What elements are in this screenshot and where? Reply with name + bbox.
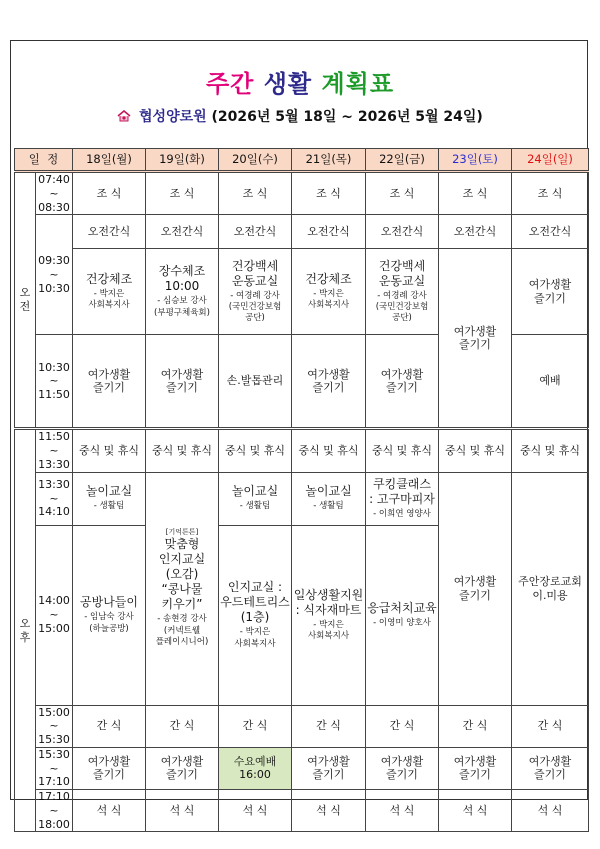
- cell-leisure: 여가생활 즐기기: [73, 335, 146, 429]
- cell-dinner: 석 식: [512, 790, 589, 832]
- title-word-3: 계획표: [321, 70, 395, 98]
- cell-dinner: 석 식: [146, 790, 219, 832]
- program-title: 놀이교실: [85, 484, 133, 499]
- day-tue: 19일(화): [146, 149, 219, 172]
- time-cell: 11:50 ~ 13:30: [36, 429, 73, 472]
- program-note: - 송현경 강사 (커넥트웰 플레이시니어): [155, 614, 209, 648]
- cell-am-snack: 오전간식: [292, 215, 366, 249]
- cell-dinner: 석 식: [219, 790, 292, 832]
- time-cell: 10:30 ~ 11:50: [36, 335, 73, 429]
- cell-leisure: 여가생활 즐기기: [73, 747, 146, 789]
- cell-breakfast: 조 식: [292, 172, 366, 215]
- program-title: 인지교실 : 우드테트리스 (1층): [220, 580, 290, 625]
- cell-lunch: 중식 및 휴식: [146, 429, 219, 472]
- program-note: - 박지은 사회복지사: [88, 288, 130, 311]
- cell-pm-snack: 간 식: [366, 705, 439, 747]
- date-range: (2026년 5월 18일 ~ 2026년 5월 24일): [211, 109, 483, 125]
- cell-mon-pm1: [73, 472, 146, 525]
- time-cell: 13:30 ~ 14:10: [36, 472, 73, 525]
- program-tag: [기억튼튼]: [165, 528, 199, 537]
- row-pm-snack: [15, 705, 589, 747]
- cell-pm-snack: 간 식: [219, 705, 292, 747]
- program-note: - 생활팀: [313, 501, 344, 512]
- cell-mon-pm2: [73, 525, 146, 705]
- cell-leisure: 여가생활 즐기기: [512, 747, 589, 789]
- cell-sat-am: 여가생활 즐기기: [439, 249, 512, 429]
- cell-dinner: 석 식: [73, 790, 146, 832]
- cell-sun-am: 여가생활 즐기기: [512, 249, 589, 335]
- cell-dinner: 석 식: [292, 790, 366, 832]
- cell-breakfast: 조 식: [512, 172, 589, 215]
- program-title: 건강체조: [85, 271, 133, 286]
- program-note: - 임남숙 강사 (하늘공방): [84, 612, 134, 634]
- row-lunch: [15, 429, 589, 472]
- cell-sun-late: 예배: [512, 335, 589, 429]
- cell-breakfast: 조 식: [146, 172, 219, 215]
- cell-pm-snack: 간 식: [292, 705, 366, 747]
- cell-leisure: 여가생활 즐기기: [146, 335, 219, 429]
- cell-wed-pm1: [219, 472, 292, 525]
- cell-lunch: 중식 및 휴식: [439, 429, 512, 472]
- cell-am-snack: 오전간식: [219, 215, 292, 249]
- row-pm-1: [15, 472, 589, 525]
- time-cell: 15:30 ~ 17:10: [36, 747, 73, 789]
- row-am-program: [15, 249, 589, 335]
- part-afternoon: 오 후: [15, 429, 36, 832]
- cell-am-snack: 오전간식: [366, 215, 439, 249]
- title-word-1: 주간: [205, 70, 255, 98]
- day-mon: 18일(월): [73, 149, 146, 172]
- cell-leisure: 여가생활 즐기기: [366, 335, 439, 429]
- cell-dinner: 석 식: [439, 790, 512, 832]
- row-dinner: [15, 790, 589, 832]
- cell-lunch: 중식 및 휴식: [366, 429, 439, 472]
- program-note: - 박지은 사회복지사: [234, 627, 276, 649]
- program-title: 맞춤형 인지교실 (오감) “콩나물 키우기”: [158, 537, 206, 612]
- program-title: 일상생활지원 : 식자재마트: [293, 587, 364, 617]
- time-cell: 17:10 ~ 18:00: [36, 790, 73, 832]
- program-title: 건강백세 운동교실: [231, 258, 279, 288]
- program-title: 응급처치교육: [367, 600, 437, 615]
- cell-breakfast: 조 식: [73, 172, 146, 215]
- cell-breakfast: 조 식: [439, 172, 512, 215]
- program-title: 장수체조 10:00: [158, 264, 206, 294]
- program-note: - 생활팀: [93, 501, 125, 512]
- program-note: - 여경례 강사 (국민건강보험 공단): [228, 290, 282, 324]
- schedule-table: [14, 148, 589, 832]
- cell-pm-snack: 간 식: [73, 705, 146, 747]
- cell-leisure: 여가생활 즐기기: [292, 335, 366, 429]
- program-title: 쿠킹클래스 : 고구마피자: [369, 476, 435, 506]
- cell-leisure: 여가생활 즐기기: [439, 747, 512, 789]
- cell-sun-pm: 주안장로교회 이.미용: [512, 472, 589, 705]
- header-row: [15, 149, 589, 172]
- cell-fri-pm1: [366, 472, 439, 525]
- cell-wed-eve: 수요예배 16:00: [219, 747, 292, 789]
- page-title: [0, 64, 600, 99]
- day-fri: 22일(금): [366, 149, 439, 172]
- cell-pm-snack: 간 식: [439, 705, 512, 747]
- house-logo-icon: [117, 110, 131, 122]
- cell-am-snack: 오전간식: [512, 215, 589, 249]
- time-cell: 15:00 ~ 15:30: [36, 705, 73, 747]
- program-title: 건강백세 운동교실: [378, 258, 426, 288]
- schedule-label: 일 정: [15, 149, 73, 172]
- cell-tue-pm: [146, 472, 219, 705]
- day-thu: 21일(목): [292, 149, 366, 172]
- title-word-2: 생활: [263, 70, 313, 98]
- cell-thu-pm1: [292, 472, 366, 525]
- cell-wed-pm2: [219, 525, 292, 705]
- program-note: - 이희연 영양사: [373, 508, 431, 519]
- cell-fri-pm2: [366, 525, 439, 705]
- cell-fri-am: [366, 249, 439, 335]
- program-title: 놀이교실: [231, 484, 279, 499]
- program-note: - 박지은 사회복지사: [307, 288, 350, 311]
- cell-thu-am: [292, 249, 366, 335]
- cell-am-snack: 오전간식: [439, 215, 512, 249]
- cell-dinner: 석 식: [366, 790, 439, 832]
- program-note: - 이영미 양호사: [373, 617, 431, 628]
- cell-leisure: 여가생활 즐기기: [292, 747, 366, 789]
- program-note: - 생활팀: [239, 501, 271, 512]
- program-title: 건강체조: [305, 271, 352, 286]
- row-evening: [15, 747, 589, 789]
- cell-lunch: 중식 및 휴식: [73, 429, 146, 472]
- program-note: - 박지은 사회복지사: [307, 619, 350, 641]
- time-cell: 07:40 ~ 08:30: [36, 172, 73, 215]
- cell-pm-snack: 간 식: [512, 705, 589, 747]
- cell-leisure: 여가생활 즐기기: [366, 747, 439, 789]
- cell-am-snack: 오전간식: [146, 215, 219, 249]
- time-cell: 09:30 ~ 10:30: [36, 215, 73, 335]
- cell-breakfast: 조 식: [219, 172, 292, 215]
- row-am-snack: [15, 215, 589, 249]
- cell-wed-late: 손.발톱관리: [219, 335, 292, 429]
- time-cell: 14:00 ~ 15:00: [36, 525, 73, 705]
- cell-lunch: 중식 및 휴식: [292, 429, 366, 472]
- program-note: - 심승보 강사 (부평구체육회): [154, 296, 210, 318]
- cell-mon-am: [73, 249, 146, 335]
- cell-leisure: 여가생활 즐기기: [146, 747, 219, 789]
- cell-lunch: 중식 및 휴식: [512, 429, 589, 472]
- day-wed: 20일(수): [219, 149, 292, 172]
- program-title: 놀이교실: [305, 484, 352, 499]
- program-note: - 여경례 강사 (국민건강보험 공단): [375, 290, 429, 324]
- day-sat: 23일(토): [439, 149, 512, 172]
- cell-tue-am: [146, 249, 219, 335]
- day-sun: 24일(일): [512, 149, 589, 172]
- cell-sat-pm: 여가생활 즐기기: [439, 472, 512, 705]
- part-morning: 오 전: [15, 172, 36, 429]
- cell-am-snack: 오전간식: [73, 215, 146, 249]
- cell-lunch: 중식 및 휴식: [219, 429, 292, 472]
- program-title: 공방나들이: [80, 595, 138, 610]
- cell-pm-snack: 간 식: [146, 705, 219, 747]
- organization-name: 협성양로원: [139, 109, 207, 125]
- cell-wed-am: [219, 249, 292, 335]
- subtitle: [0, 106, 600, 126]
- row-breakfast: [15, 172, 589, 215]
- cell-breakfast: 조 식: [366, 172, 439, 215]
- cell-thu-pm2: [292, 525, 366, 705]
